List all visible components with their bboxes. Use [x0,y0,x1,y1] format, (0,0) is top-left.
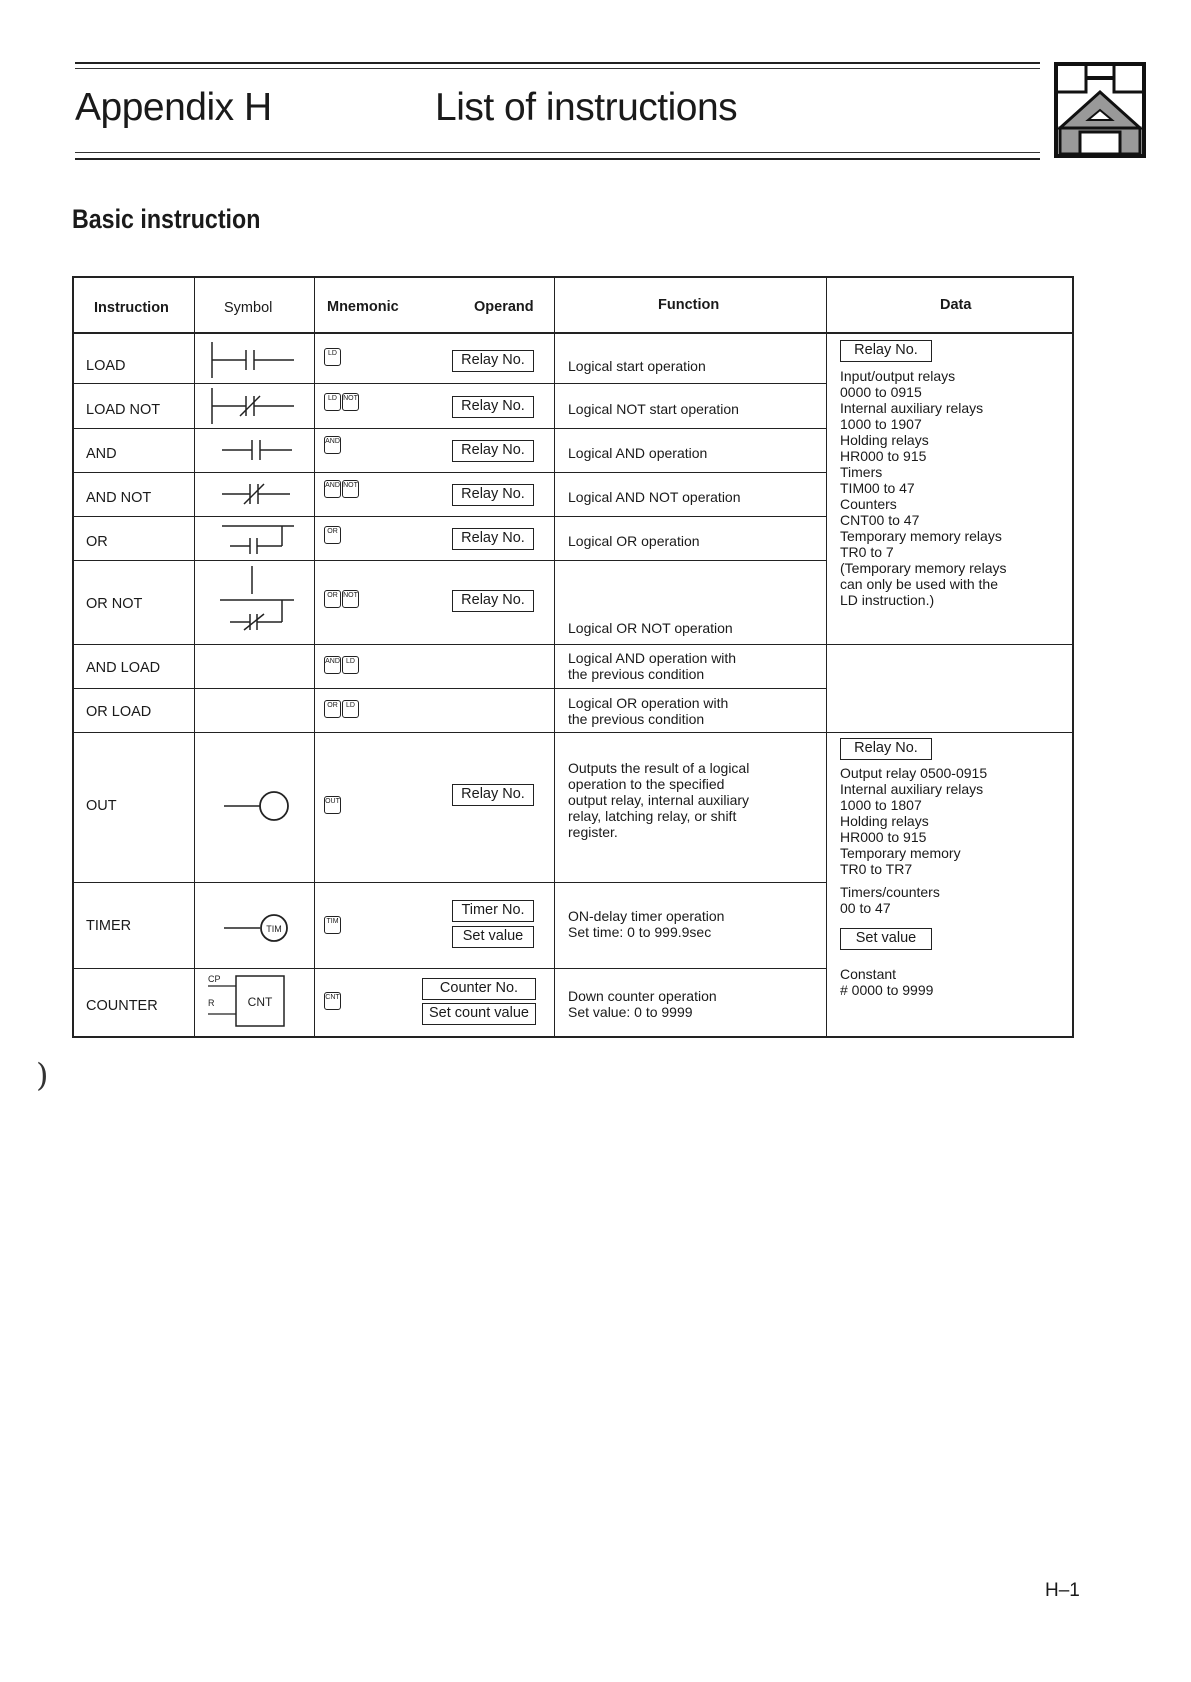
nc-contact-parallel-symbol [212,564,302,640]
data-text: Input/output relays 0000 to 0915 Internal auxiliary relays 1000 to 1907 Holding relays HR000 to 915 Timers TIM00 to 47 Counters CNT00 to 47 Temporary memory relays TR0 to 7 (Temporary memory relays can only be used with the LD instruction.) [840,368,1007,608]
instruction-table [72,276,1074,1038]
operand-box: Relay No. [452,440,534,462]
mnemonic-keys [324,916,342,934]
no-contact-series-symbol [212,432,302,468]
operand-box: Counter No. [422,978,536,1000]
page-title: List of instructions [435,86,738,129]
key-and: AND [324,436,341,454]
appendix-logo-icon [1054,62,1146,158]
instruction-name: AND [86,446,117,462]
counter-r-label: R [208,998,215,1008]
instruction-name: COUNTER [86,998,158,1014]
counter-cnt-label: CNT [247,995,273,1009]
mnemonic-keys [324,992,342,1010]
operand-box: Relay No. [452,528,534,550]
function-text: Down counter operation Set value: 0 to 9999 [568,988,717,1020]
key-ld: LD [324,393,341,411]
header-rule-bottom [75,158,1040,160]
instruction-name: LOAD NOT [86,402,161,418]
function-text: Logical AND NOT operation [568,489,741,505]
function-text: Logical AND operation with the previous condition [568,650,737,682]
header-rule-bottom-thin [75,152,1040,153]
operand-box: Relay No. [452,590,534,612]
operand-box: Relay No. [452,350,534,372]
key-and: AND [324,656,341,674]
function-text: ON-delay timer operation Set time: 0 to 999.9sec [568,908,725,940]
counter-cp-label: CP [208,974,221,984]
key-not: NOT [342,393,359,411]
key-cnt: CNT [324,992,341,1010]
data-text: Constant # 0000 to 9999 [840,966,934,998]
key-or: OR [324,590,341,608]
operand-box: Relay No. [452,484,534,506]
key-ld: LD [342,656,359,674]
function-text: Logical OR operation [568,533,700,549]
function-text: Outputs the result of a logical operation to the specified output relay, internal auxiliary relay, latching relay, or shift register. [568,760,750,840]
no-contact-parallel-symbol [212,518,302,558]
instruction-name: OUT [86,798,117,814]
mnemonic-keys [324,393,360,411]
key-out: OUT [324,796,341,814]
data-box: Relay No. [840,738,932,760]
section-title: Basic instruction [72,204,261,234]
key-not: NOT [342,480,359,498]
instruction-name: AND NOT [86,490,152,506]
column-header-function: Function [658,297,720,313]
key-or: OR [324,526,341,544]
function-text: Logical OR operation with the previous condition [568,695,729,727]
timer-symbol [212,908,302,948]
page-number: H–1 [1045,1580,1080,1601]
nc-contact-series-symbol [212,476,302,512]
operand-box: Set value [452,926,534,948]
header-rule-top [75,62,1040,64]
column-header-data: Data [940,297,972,313]
column-header-mnemonic: Mnemonic [327,299,399,315]
instruction-name: AND LOAD [86,660,161,676]
mnemonic-keys [324,348,342,366]
nc-contact-start-symbol [212,388,302,424]
key-not: NOT [342,590,359,608]
column-header-operand: Operand [474,299,534,315]
function-text: Logical start operation [568,358,706,374]
operand-box: Set count value [422,1003,536,1025]
data-box: Relay No. [840,340,932,362]
key-and: AND [324,480,341,498]
column-header-symbol: Symbol [224,300,273,316]
mnemonic-keys [324,656,360,674]
operand-box: Relay No. [452,784,534,806]
operand-box: Relay No. [452,396,534,418]
data-box: Set value [840,928,932,950]
instruction-name: TIMER [86,918,132,934]
instruction-name: LOAD [86,358,126,374]
data-text: Output relay 0500-0915 Internal auxiliary relays 1000 to 1807 Holding relays HR000 to 915 Temporary memory TR0 to TR7 [840,765,988,877]
header-rule-top-thin [75,68,1040,69]
function-text: Logical AND operation [568,445,708,461]
mnemonic-keys [324,436,342,454]
appendix-label: Appendix H [75,86,272,129]
counter-symbol [206,972,310,1032]
instruction-name: OR NOT [86,596,143,612]
mnemonic-keys [324,590,360,608]
key-or: OR [324,700,341,718]
timer-symbol-label: TIM [266,924,282,934]
output-coil-symbol [212,786,302,826]
no-contact-start-symbol [212,342,302,378]
instruction-name: OR LOAD [86,704,152,720]
margin-mark: ) [36,1056,49,1094]
data-text: Timers/counters 00 to 47 [840,884,940,916]
key-ld: LD [342,700,359,718]
mnemonic-keys [324,526,342,544]
function-text: Logical OR NOT operation [568,620,733,636]
mnemonic-keys [324,700,360,718]
mnemonic-keys [324,796,342,814]
key-tim: TIM [324,916,341,934]
mnemonic-keys [324,480,360,498]
column-header-instruction: Instruction [94,300,169,316]
function-text: Logical NOT start operation [568,401,739,417]
key-ld: LD [324,348,341,366]
operand-box: Timer No. [452,900,534,922]
instruction-name: OR [86,534,108,550]
